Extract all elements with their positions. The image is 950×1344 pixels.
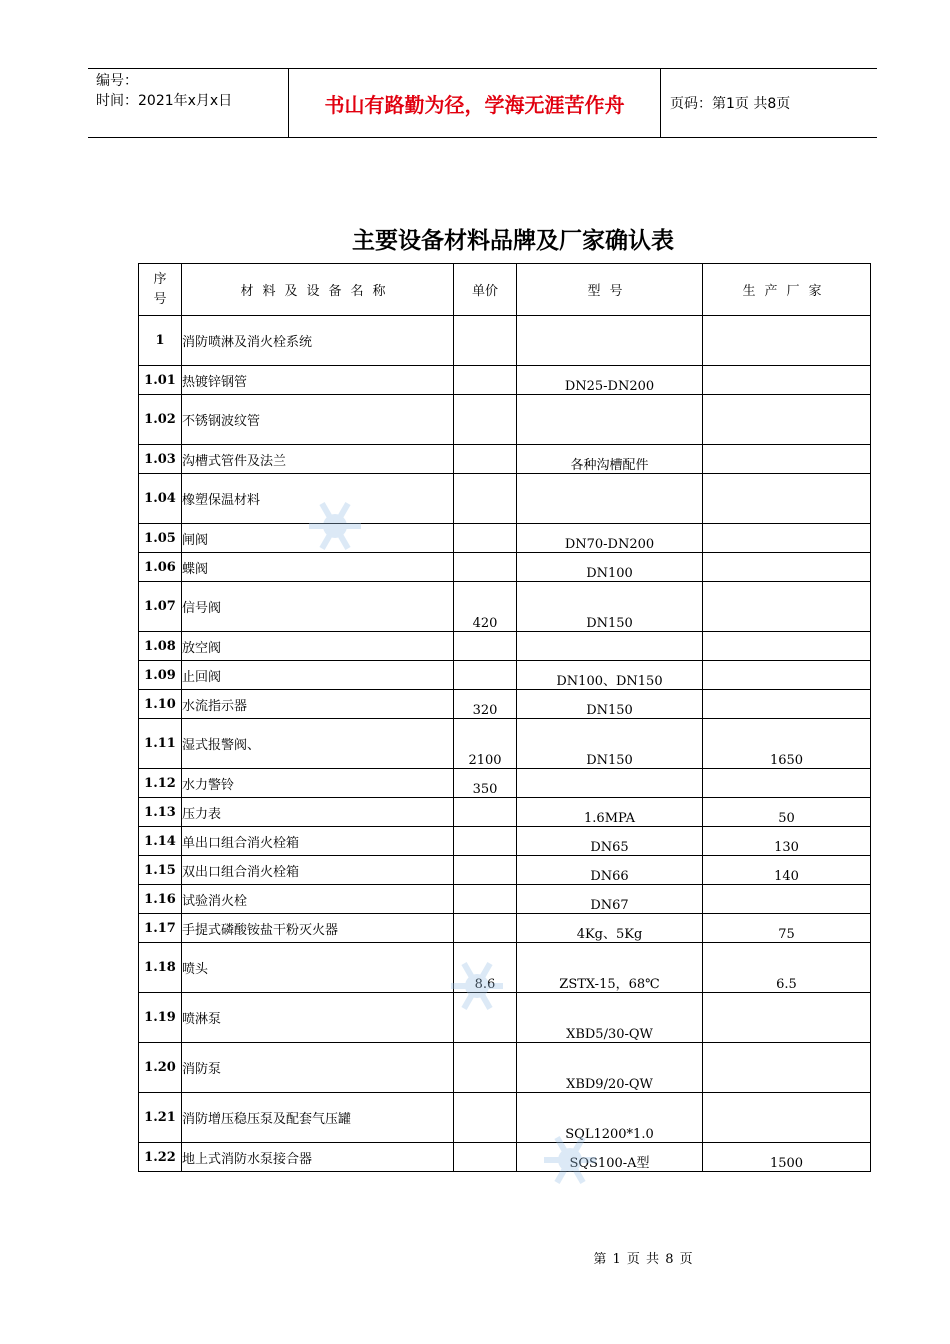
row-name: 沟槽式管件及法兰 bbox=[182, 445, 454, 474]
row-price bbox=[454, 885, 517, 914]
row-model: DN150 bbox=[517, 719, 703, 769]
time-label: 时间：2021年x月x日 bbox=[96, 93, 233, 109]
row-maker bbox=[703, 553, 871, 582]
table-row bbox=[139, 856, 871, 885]
row-name: 消防喷淋及消火栓系统 bbox=[182, 316, 454, 366]
row-price bbox=[454, 524, 517, 553]
row-number: 1.15 bbox=[139, 856, 182, 885]
table-body bbox=[139, 316, 871, 1172]
table-row bbox=[139, 366, 871, 395]
table-row bbox=[139, 524, 871, 553]
row-model bbox=[517, 395, 703, 445]
row-name: 水流指示器 bbox=[182, 690, 454, 719]
page-footer: 第 1 页 共 8 页 bbox=[593, 1252, 694, 1267]
row-price bbox=[454, 798, 517, 827]
row-number: 1.03 bbox=[139, 445, 182, 474]
row-model: DN100 bbox=[517, 553, 703, 582]
row-maker bbox=[703, 1043, 871, 1093]
table-row bbox=[139, 1093, 871, 1143]
table-row bbox=[139, 395, 871, 445]
header-model: 型号 bbox=[517, 264, 703, 316]
row-number: 1.10 bbox=[139, 690, 182, 719]
table-row bbox=[139, 827, 871, 856]
row-name: 地上式消防水泵接合器 bbox=[182, 1143, 454, 1172]
row-model: DN65 bbox=[517, 827, 703, 856]
row-maker bbox=[703, 524, 871, 553]
row-maker bbox=[703, 769, 871, 798]
row-name: 双出口组合消火栓箱 bbox=[182, 856, 454, 885]
table-row bbox=[139, 474, 871, 524]
row-number: 1.11 bbox=[139, 719, 182, 769]
row-name: 橡塑保温材料 bbox=[182, 474, 454, 524]
row-price bbox=[454, 856, 517, 885]
row-name: 单出口组合消火栓箱 bbox=[182, 827, 454, 856]
row-maker: 1500 bbox=[703, 1143, 871, 1172]
table-row bbox=[139, 1043, 871, 1093]
row-model bbox=[517, 474, 703, 524]
row-maker bbox=[703, 316, 871, 366]
row-price: 350 bbox=[454, 769, 517, 798]
table-row bbox=[139, 719, 871, 769]
row-number: 1.01 bbox=[139, 366, 182, 395]
row-maker bbox=[703, 632, 871, 661]
row-number: 1.04 bbox=[139, 474, 182, 524]
row-maker bbox=[703, 690, 871, 719]
row-name: 闸阀 bbox=[182, 524, 454, 553]
table-row bbox=[139, 445, 871, 474]
header-price: 单价 bbox=[454, 264, 517, 316]
row-name: 压力表 bbox=[182, 798, 454, 827]
row-maker bbox=[703, 1093, 871, 1143]
row-name: 不锈钢波纹管 bbox=[182, 395, 454, 445]
header-motto: 书山有路勤为径，学海无涯苦作舟 bbox=[288, 69, 661, 137]
row-model bbox=[517, 316, 703, 366]
table-row bbox=[139, 1143, 871, 1172]
row-model: DN100、DN150 bbox=[517, 661, 703, 690]
row-maker: 50 bbox=[703, 798, 871, 827]
row-model bbox=[517, 769, 703, 798]
row-number: 1.07 bbox=[139, 582, 182, 632]
row-name: 湿式报警阀、 bbox=[182, 719, 454, 769]
header-seq: 序 号 bbox=[139, 264, 182, 316]
row-number: 1.20 bbox=[139, 1043, 182, 1093]
row-model bbox=[517, 632, 703, 661]
table-row bbox=[139, 632, 871, 661]
table-row bbox=[139, 769, 871, 798]
row-name: 信号阀 bbox=[182, 582, 454, 632]
row-maker: 6.5 bbox=[703, 943, 871, 993]
table-row bbox=[139, 885, 871, 914]
row-maker bbox=[703, 661, 871, 690]
row-price bbox=[454, 395, 517, 445]
document-title: 主要设备材料品牌及厂家确认表 bbox=[352, 228, 674, 254]
row-model: SQS100-A型 bbox=[517, 1143, 703, 1172]
header-maker: 生产厂家 bbox=[703, 264, 871, 316]
row-price: 8.6 bbox=[454, 943, 517, 993]
row-number: 1.22 bbox=[139, 1143, 182, 1172]
row-price: 320 bbox=[454, 690, 517, 719]
row-price bbox=[454, 914, 517, 943]
row-model: 1.6MPA bbox=[517, 798, 703, 827]
row-number: 1.12 bbox=[139, 769, 182, 798]
row-price: 2100 bbox=[454, 719, 517, 769]
row-number: 1.18 bbox=[139, 943, 182, 993]
row-price bbox=[454, 1043, 517, 1093]
table-row bbox=[139, 943, 871, 993]
row-maker bbox=[703, 582, 871, 632]
equipment-table bbox=[138, 263, 871, 1172]
row-price bbox=[454, 827, 517, 856]
row-model: SQL1200*1.0 bbox=[517, 1093, 703, 1143]
row-price bbox=[454, 1143, 517, 1172]
row-price bbox=[454, 316, 517, 366]
row-price bbox=[454, 1093, 517, 1143]
row-maker bbox=[703, 366, 871, 395]
page-header bbox=[88, 68, 877, 138]
row-number: 1.13 bbox=[139, 798, 182, 827]
row-model: DN150 bbox=[517, 582, 703, 632]
row-number: 1.05 bbox=[139, 524, 182, 553]
row-model: DN70-DN200 bbox=[517, 524, 703, 553]
row-model: DN67 bbox=[517, 885, 703, 914]
table-row bbox=[139, 798, 871, 827]
row-name: 热镀锌钢管 bbox=[182, 366, 454, 395]
code-label: 编号： bbox=[96, 73, 138, 89]
row-maker bbox=[703, 474, 871, 524]
row-name: 止回阀 bbox=[182, 661, 454, 690]
row-model: XBD5/30-QW bbox=[517, 993, 703, 1043]
row-model: ZSTX-15，68℃ bbox=[517, 943, 703, 993]
row-name: 蝶阀 bbox=[182, 553, 454, 582]
row-name: 放空阀 bbox=[182, 632, 454, 661]
row-price bbox=[454, 474, 517, 524]
row-maker bbox=[703, 445, 871, 474]
row-price bbox=[454, 632, 517, 661]
row-maker: 140 bbox=[703, 856, 871, 885]
row-model: DN150 bbox=[517, 690, 703, 719]
table-row bbox=[139, 661, 871, 690]
row-model: DN66 bbox=[517, 856, 703, 885]
row-name: 手提式磷酸铵盐干粉灭火器 bbox=[182, 914, 454, 943]
row-number: 1 bbox=[139, 316, 182, 366]
row-number: 1.16 bbox=[139, 885, 182, 914]
row-name: 消防泵 bbox=[182, 1043, 454, 1093]
table-row bbox=[139, 914, 871, 943]
row-model: XBD9/20-QW bbox=[517, 1043, 703, 1093]
row-maker: 75 bbox=[703, 914, 871, 943]
row-price bbox=[454, 445, 517, 474]
row-price bbox=[454, 661, 517, 690]
row-model: 4Kg、5Kg bbox=[517, 914, 703, 943]
row-number: 1.06 bbox=[139, 553, 182, 582]
row-number: 1.14 bbox=[139, 827, 182, 856]
row-model: 各种沟槽配件 bbox=[517, 445, 703, 474]
row-name: 水力警铃 bbox=[182, 769, 454, 798]
row-maker bbox=[703, 885, 871, 914]
row-price bbox=[454, 553, 517, 582]
row-number: 1.17 bbox=[139, 914, 182, 943]
row-name: 试验消火栓 bbox=[182, 885, 454, 914]
row-price bbox=[454, 993, 517, 1043]
row-name: 消防增压稳压泵及配套气压罐 bbox=[182, 1093, 454, 1143]
row-number: 1.08 bbox=[139, 632, 182, 661]
header-meta bbox=[88, 69, 288, 137]
row-number: 1.02 bbox=[139, 395, 182, 445]
row-number: 1.19 bbox=[139, 993, 182, 1043]
table-header-row bbox=[139, 264, 871, 316]
header-name: 材料及设备名称 bbox=[182, 264, 454, 316]
row-price: 420 bbox=[454, 582, 517, 632]
table-row bbox=[139, 553, 871, 582]
row-maker bbox=[703, 395, 871, 445]
row-maker: 130 bbox=[703, 827, 871, 856]
table-row bbox=[139, 582, 871, 632]
row-maker: 1650 bbox=[703, 719, 871, 769]
row-price bbox=[454, 366, 517, 395]
header-page-info: 页码：第1页 共8页 bbox=[670, 96, 791, 112]
table-row bbox=[139, 690, 871, 719]
table-row bbox=[139, 993, 871, 1043]
row-maker bbox=[703, 993, 871, 1043]
row-number: 1.21 bbox=[139, 1093, 182, 1143]
row-number: 1.09 bbox=[139, 661, 182, 690]
row-model: DN25-DN200 bbox=[517, 366, 703, 395]
table-row bbox=[139, 316, 871, 366]
row-name: 喷头 bbox=[182, 943, 454, 993]
row-name: 喷淋泵 bbox=[182, 993, 454, 1043]
